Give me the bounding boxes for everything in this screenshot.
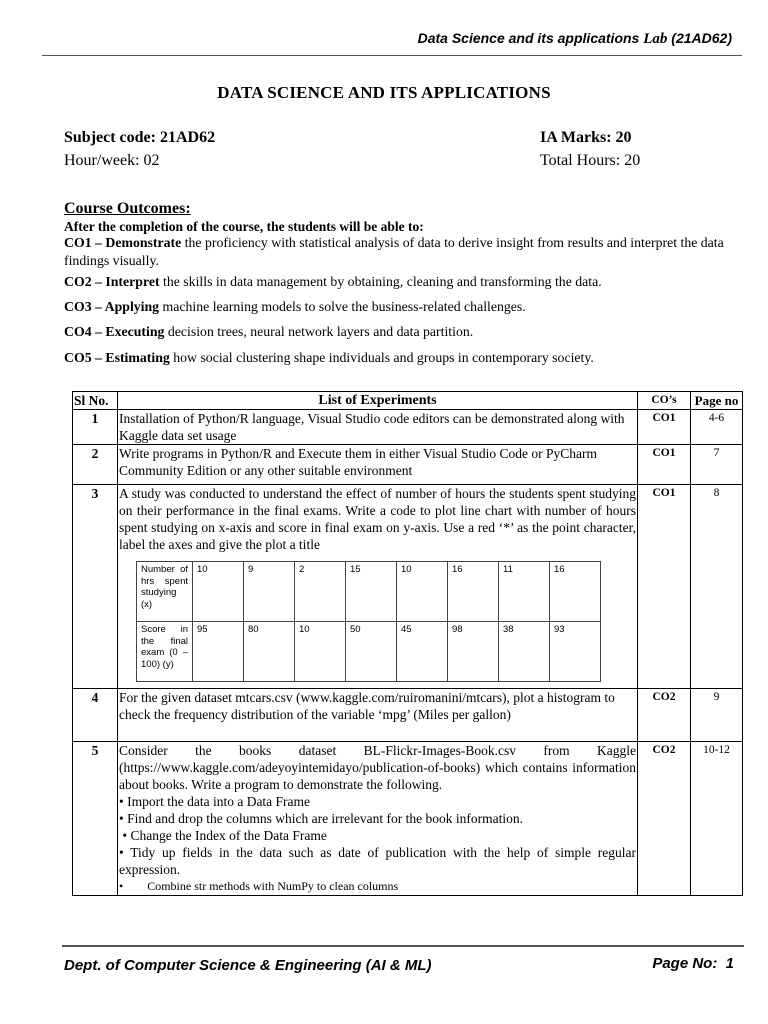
col-list: List of Experiments <box>118 392 638 410</box>
col-cos: CO’s <box>638 392 691 410</box>
hours-cell: 11 <box>499 562 550 622</box>
hours-cell: 2 <box>295 562 346 622</box>
list-item: • Change the Index of the Data Frame <box>119 828 327 843</box>
hours-label: Number of hrs spent studying (x) <box>137 562 193 622</box>
hours-cell: 10 <box>397 562 448 622</box>
row-cell <box>118 742 638 896</box>
study-data-table <box>136 561 601 682</box>
hours-cell: 16 <box>550 562 601 622</box>
score-cell: 45 <box>397 622 448 682</box>
outcome-co5: CO5 – Estimating how social clustering shape individuals and groups in contemporary society. <box>64 350 594 365</box>
row-co: CO2 <box>638 742 691 896</box>
score-cell: 50 <box>346 622 397 682</box>
hours-per-week: Hour/week: 02 <box>64 152 160 169</box>
outcome-co1: CO1 – Demonstrate the proficiency with statistical analysis of data to derive insight from results and interpret the data findings visually. <box>64 235 724 268</box>
row-co: CO1 <box>638 445 691 485</box>
header-code: (21AD62) <box>671 30 732 46</box>
row-co: CO1 <box>638 485 691 689</box>
row-sl: 4 <box>73 689 118 742</box>
table-header-row <box>73 392 743 410</box>
table-row <box>73 689 743 742</box>
score-cell: 98 <box>448 622 499 682</box>
row-text: Consider the books dataset BL-Flickr-Images-Book.csv from Kaggle (https://www.kaggle.com/adeyoyintemidayo/publication-of-books) which contains information about books. Write a program to demonstrate the following. <box>119 743 636 792</box>
table-row <box>73 410 743 445</box>
hours-cell: 15 <box>346 562 397 622</box>
table-row <box>73 445 743 485</box>
row-page: 7 <box>691 445 743 485</box>
subject-code: Subject code: 21AD62 <box>64 129 216 146</box>
score-label: Score in the final exam (0 – 100) (y) <box>137 622 193 682</box>
list-item: • Import the data into a Data Frame <box>119 794 311 809</box>
score-cell: 95 <box>193 622 244 682</box>
score-cell: 93 <box>550 622 601 682</box>
list-item: • Tidy up fields in the data such as date of publication with the help of simple regular expression. <box>119 845 636 877</box>
ia-marks: IA Marks: 20 <box>540 129 632 146</box>
row-sl: 1 <box>73 410 118 445</box>
row-page: 10-12 <box>691 742 743 896</box>
col-sl-no: Sl No. <box>73 392 118 410</box>
row-page: 9 <box>691 689 743 742</box>
row-page: 8 <box>691 485 743 689</box>
row-sl: 3 <box>73 485 118 689</box>
score-cell: 80 <box>244 622 295 682</box>
table-row <box>73 485 743 689</box>
score-cell: 38 <box>499 622 550 682</box>
table-row <box>73 742 743 896</box>
row-text: For the given dataset mtcars.csv (www.kaggle.com/ruiromanini/mtcars), plot a histogram to check the frequency distribution of the variable ‘mpg’ (Miles per gallon) <box>118 689 638 742</box>
outcome-co3: CO3 – Applying machine learning models to solve the business-related challenges. <box>64 299 526 314</box>
outcome-co2: CO2 – Interpret the skills in data management by obtaining, cleaning and transforming the data. <box>64 274 602 289</box>
row-text: Installation of Python/R language, Visual Studio code editors can be demonstrated along with Kaggle data set usage <box>118 410 638 445</box>
row-co: CO1 <box>638 410 691 445</box>
list-item: • Combine str methods with NumPy to clean columns <box>119 879 399 893</box>
hours-cell: 16 <box>448 562 499 622</box>
header-lab: Lab <box>643 31 668 47</box>
list-item: • Find and drop the columns which are irrelevant for the book information. <box>119 811 523 826</box>
header-rule <box>42 55 742 56</box>
footer-page-number: Page No: 1 <box>652 955 734 972</box>
hours-row <box>137 562 601 622</box>
col-page: Page no <box>691 392 743 410</box>
row-sl: 5 <box>73 742 118 896</box>
row-page: 4-6 <box>691 410 743 445</box>
course-outcomes-heading: Course Outcomes: <box>64 200 191 217</box>
footer-department: Dept. of Computer Science & Engineering (AI & ML) <box>64 957 432 974</box>
course-outcomes-intro: After the completion of the course, the students will be able to: <box>64 219 424 234</box>
footer-rule <box>62 945 744 947</box>
row-co: CO2 <box>638 689 691 742</box>
row-text: Write programs in Python/R and Execute them in either Visual Studio Code or PyCharm Community Edition or any other suitable environment <box>118 445 638 485</box>
page-title: DATA SCIENCE AND ITS APPLICATIONS <box>217 83 551 102</box>
running-header <box>418 30 732 48</box>
score-cell: 10 <box>295 622 346 682</box>
experiments-table <box>72 391 743 896</box>
row-sl: 2 <box>73 445 118 485</box>
row-cell <box>118 485 638 689</box>
total-hours: Total Hours: 20 <box>540 152 641 169</box>
hours-cell: 9 <box>244 562 295 622</box>
outcome-co4: CO4 – Executing decision trees, neural network layers and data partition. <box>64 324 474 339</box>
hours-cell: 10 <box>193 562 244 622</box>
score-row <box>137 622 601 682</box>
header-course: Data Science and its applications <box>417 30 640 46</box>
row-text: A study was conducted to understand the effect of number of hours the students spent studying on their performance in the final exams. Write a code to plot line chart with number of hours spent studying on x-axis and score in final exam on y-axis. Use a red ‘*’ as the point character, label the axes and give the plot a title <box>119 486 636 552</box>
